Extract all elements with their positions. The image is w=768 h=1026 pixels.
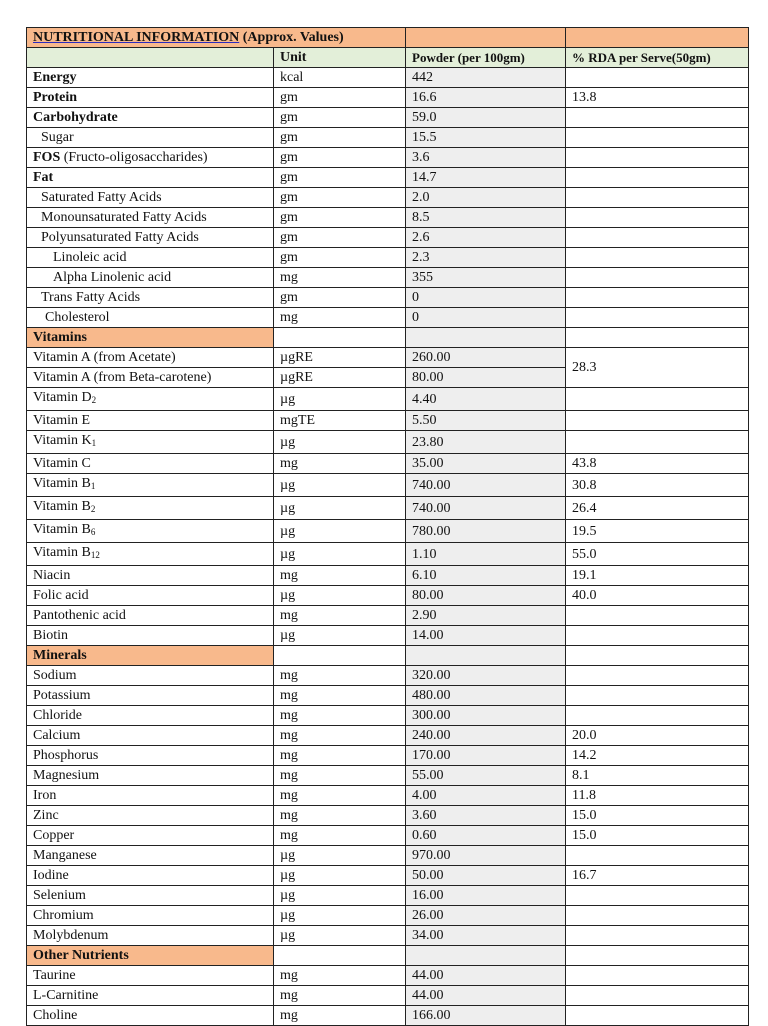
table-row [27, 68, 749, 88]
table-row [27, 108, 749, 128]
section-row-minerals [27, 646, 749, 666]
rda-cell: 13.8 [566, 88, 749, 108]
rda-cell [566, 228, 749, 248]
powder-cell [406, 646, 566, 666]
rda-cell [566, 68, 749, 88]
rda-cell [566, 168, 749, 188]
rda-cell [566, 886, 749, 906]
unit-cell: µg [274, 906, 406, 926]
header-powder: Powder (per 100gm) [406, 48, 566, 68]
unit-cell: gm [274, 88, 406, 108]
section-row-vitamins [27, 328, 749, 348]
unit-cell: mg [274, 454, 406, 474]
header-unit: Unit [274, 48, 406, 68]
rda-cell [566, 626, 749, 646]
rda-cell [566, 188, 749, 208]
unit-cell: µg [274, 866, 406, 886]
table-row [27, 866, 749, 886]
powder-cell: 55.00 [406, 766, 566, 786]
powder-cell: 14.00 [406, 626, 566, 646]
nutrient-name: Polyunsaturated Fatty Acids [27, 228, 274, 248]
table-row [27, 926, 749, 946]
unit-cell: mg [274, 268, 406, 288]
nutrient-name: Phosphorus [27, 746, 274, 766]
rda-cell [566, 308, 749, 328]
rda-cell: 15.0 [566, 826, 749, 846]
powder-cell: 442 [406, 68, 566, 88]
table-row [27, 726, 749, 746]
powder-cell: 0 [406, 308, 566, 328]
unit-cell: µg [274, 431, 406, 454]
powder-cell: 970.00 [406, 846, 566, 866]
unit-cell: mg [274, 746, 406, 766]
nutrient-name: Monounsaturated Fatty Acids [27, 208, 274, 228]
rda-cell [566, 986, 749, 1006]
section-title-vitamins: Vitamins [27, 328, 274, 348]
table-row [27, 966, 749, 986]
rda-cell [566, 288, 749, 308]
powder-cell: 5.50 [406, 411, 566, 431]
rda-cell: 30.8 [566, 474, 749, 497]
nutrient-name: Linoleic acid [27, 248, 274, 268]
title-suffix: (Approx. Values) [239, 30, 344, 45]
powder-cell: 2.0 [406, 188, 566, 208]
rda-cell: 14.2 [566, 746, 749, 766]
nutrient-name: Niacin [27, 566, 274, 586]
powder-cell: 34.00 [406, 926, 566, 946]
header-row [27, 48, 749, 68]
unit-cell: mg [274, 666, 406, 686]
rda-cell: 55.0 [566, 543, 749, 566]
rda-cell: 40.0 [566, 586, 749, 606]
unit-cell [274, 328, 406, 348]
header-rda: % RDA per Serve(50gm) [566, 48, 749, 68]
powder-cell: 170.00 [406, 746, 566, 766]
powder-cell: 44.00 [406, 986, 566, 1006]
powder-cell: 480.00 [406, 686, 566, 706]
unit-cell: mg [274, 726, 406, 746]
rda-cell: 26.4 [566, 497, 749, 520]
table-row [27, 746, 749, 766]
unit-cell: gm [274, 168, 406, 188]
powder-cell: 44.00 [406, 966, 566, 986]
table-row [27, 431, 749, 454]
powder-cell [406, 946, 566, 966]
nutrient-name: Chromium [27, 906, 274, 926]
table-row [27, 566, 749, 586]
unit-cell: mg [274, 308, 406, 328]
powder-cell: 26.00 [406, 906, 566, 926]
unit-cell: µg [274, 388, 406, 411]
nutrient-name: Biotin [27, 626, 274, 646]
table-row [27, 148, 749, 168]
nutrient-name: Manganese [27, 846, 274, 866]
nutrient-subscript: 2 [90, 504, 96, 514]
nutrient-name: Magnesium [27, 766, 274, 786]
nutrient-name: Carbohydrate [27, 108, 274, 128]
nutrient-name: Cholesterol [27, 308, 274, 328]
rda-cell [566, 646, 749, 666]
nutrient-name-text: Vitamin B [33, 499, 91, 514]
nutrient-name: Zinc [27, 806, 274, 826]
table-row [27, 1006, 749, 1026]
unit-cell: µgRE [274, 348, 406, 368]
nutrient-name: Selenium [27, 886, 274, 906]
nutrient-name: Vitamin E [27, 411, 274, 431]
unit-cell: mg [274, 826, 406, 846]
rda-cell [566, 666, 749, 686]
nutrient-subscript: 2 [91, 395, 97, 405]
powder-cell: 4.40 [406, 388, 566, 411]
unit-cell: µg [274, 520, 406, 543]
rda-cell [566, 926, 749, 946]
table-row [27, 886, 749, 906]
table-row [27, 128, 749, 148]
unit-cell: mg [274, 606, 406, 626]
rda-cell [566, 431, 749, 454]
nutrient-name: Vitamin A (from Acetate) [27, 348, 274, 368]
powder-cell: 80.00 [406, 368, 566, 388]
nutrient-subscript: 6 [90, 527, 96, 537]
powder-cell: 50.00 [406, 866, 566, 886]
nutrient-name: Pantothenic acid [27, 606, 274, 626]
unit-cell: mg [274, 986, 406, 1006]
table-row [27, 308, 749, 328]
table-row [27, 543, 749, 566]
nutrient-name [27, 543, 274, 566]
rda-cell [566, 248, 749, 268]
nutrient-name [27, 388, 274, 411]
powder-cell: 240.00 [406, 726, 566, 746]
powder-cell: 80.00 [406, 586, 566, 606]
table-row [27, 766, 749, 786]
powder-cell: 14.7 [406, 168, 566, 188]
powder-cell [406, 328, 566, 348]
unit-cell: gm [274, 208, 406, 228]
unit-cell: kcal [274, 68, 406, 88]
nutrient-name: Alpha Linolenic acid [27, 268, 274, 288]
powder-cell: 2.3 [406, 248, 566, 268]
table-row [27, 986, 749, 1006]
unit-cell: gm [274, 228, 406, 248]
powder-cell: 355 [406, 268, 566, 288]
unit-cell: mg [274, 966, 406, 986]
powder-cell: 6.10 [406, 566, 566, 586]
section-title-minerals: Minerals [27, 646, 274, 666]
rda-cell [566, 328, 749, 348]
nutrient-name: Copper [27, 826, 274, 846]
table-row [27, 454, 749, 474]
rda-cell [566, 906, 749, 926]
nutrient-name: Vitamin A (from Beta-carotene) [27, 368, 274, 388]
unit-cell [274, 946, 406, 966]
unit-cell: mg [274, 786, 406, 806]
powder-cell: 0.60 [406, 826, 566, 846]
table-row [27, 666, 749, 686]
unit-cell [274, 646, 406, 666]
powder-cell: 740.00 [406, 497, 566, 520]
rda-cell: 11.8 [566, 786, 749, 806]
nutrient-subscript: 1 [90, 481, 96, 491]
nutrient-name [27, 474, 274, 497]
powder-cell: 16.6 [406, 88, 566, 108]
rda-cell-vitamin-a: 28.3 [566, 348, 749, 388]
unit-cell: gm [274, 188, 406, 208]
table-row [27, 168, 749, 188]
table-row [27, 88, 749, 108]
table-row [27, 188, 749, 208]
unit-cell: µg [274, 886, 406, 906]
nutrient-name: Saturated Fatty Acids [27, 188, 274, 208]
nutrient-name: Fat [27, 168, 274, 188]
rda-cell: 8.1 [566, 766, 749, 786]
table-row [27, 474, 749, 497]
table-row [27, 586, 749, 606]
nutrient-name: Iron [27, 786, 274, 806]
powder-cell: 300.00 [406, 706, 566, 726]
table-row [27, 806, 749, 826]
powder-cell: 166.00 [406, 1006, 566, 1026]
rda-cell [566, 606, 749, 626]
unit-cell: gm [274, 248, 406, 268]
table-row [27, 786, 749, 806]
powder-cell: 15.5 [406, 128, 566, 148]
rda-cell [566, 411, 749, 431]
powder-cell: 35.00 [406, 454, 566, 474]
nutrient-name-rest: (Fructo-oligosaccharides) [60, 150, 208, 165]
unit-cell: gm [274, 148, 406, 168]
nutrient-name: Choline [27, 1006, 274, 1026]
title-row [27, 28, 749, 48]
table-row [27, 248, 749, 268]
nutrient-name [27, 148, 274, 168]
nutrient-name: Chloride [27, 706, 274, 726]
unit-cell: mg [274, 806, 406, 826]
table-row [27, 228, 749, 248]
unit-cell: gm [274, 108, 406, 128]
powder-cell: 3.6 [406, 148, 566, 168]
rda-cell [566, 686, 749, 706]
rda-cell [566, 388, 749, 411]
powder-cell: 8.5 [406, 208, 566, 228]
powder-cell: 780.00 [406, 520, 566, 543]
rda-cell [566, 128, 749, 148]
table-row [27, 497, 749, 520]
nutrient-name [27, 520, 274, 543]
title-main: NUTRITIONAL INFORMATION [33, 30, 240, 45]
powder-cell: 4.00 [406, 786, 566, 806]
nutrient-name: Trans Fatty Acids [27, 288, 274, 308]
unit-cell: µg [274, 543, 406, 566]
rda-cell [566, 148, 749, 168]
unit-cell: µg [274, 586, 406, 606]
rda-cell: 43.8 [566, 454, 749, 474]
table-row [27, 411, 749, 431]
table-row [27, 826, 749, 846]
rda-cell [566, 268, 749, 288]
nutrient-name-text: Vitamin K [33, 433, 92, 448]
table-title [27, 28, 406, 48]
powder-cell: 2.6 [406, 228, 566, 248]
nutrient-name-text: Vitamin B [33, 545, 91, 560]
powder-cell: 260.00 [406, 348, 566, 368]
unit-cell: µg [274, 846, 406, 866]
nutrient-name: Taurine [27, 966, 274, 986]
nutrient-name: Sodium [27, 666, 274, 686]
section-title-other: Other Nutrients [27, 946, 274, 966]
unit-cell: mg [274, 1006, 406, 1026]
title-cell-3 [406, 28, 566, 48]
table-row [27, 388, 749, 411]
unit-cell: gm [274, 288, 406, 308]
table-row [27, 846, 749, 866]
nutrient-name [27, 497, 274, 520]
nutrient-name: Molybdenum [27, 926, 274, 946]
nutrient-name: Folic acid [27, 586, 274, 606]
rda-cell [566, 1006, 749, 1026]
powder-cell: 2.90 [406, 606, 566, 626]
powder-cell: 3.60 [406, 806, 566, 826]
nutrient-name-bold: FOS [33, 150, 61, 165]
unit-cell: µg [274, 474, 406, 497]
table-row [27, 288, 749, 308]
nutrient-name: Calcium [27, 726, 274, 746]
powder-cell: 1.10 [406, 543, 566, 566]
powder-cell: 16.00 [406, 886, 566, 906]
nutrient-name: Potassium [27, 686, 274, 706]
table-row [27, 906, 749, 926]
table-row [27, 520, 749, 543]
header-nutrient [27, 48, 274, 68]
unit-cell: µgRE [274, 368, 406, 388]
unit-cell: mg [274, 566, 406, 586]
unit-cell: µg [274, 626, 406, 646]
nutrient-name-text: Vitamin D [33, 390, 92, 405]
unit-cell: µg [274, 926, 406, 946]
powder-cell: 0 [406, 288, 566, 308]
rda-cell [566, 108, 749, 128]
nutrition-table [26, 27, 749, 1026]
rda-cell [566, 208, 749, 228]
rda-cell: 16.7 [566, 866, 749, 886]
rda-cell: 15.0 [566, 806, 749, 826]
powder-cell: 320.00 [406, 666, 566, 686]
powder-cell: 23.80 [406, 431, 566, 454]
rda-cell: 19.1 [566, 566, 749, 586]
table-row [27, 268, 749, 288]
unit-cell: gm [274, 128, 406, 148]
table-row [27, 606, 749, 626]
unit-cell: mg [274, 706, 406, 726]
rda-cell [566, 946, 749, 966]
rda-cell: 20.0 [566, 726, 749, 746]
rda-cell [566, 846, 749, 866]
rda-cell [566, 706, 749, 726]
nutrient-name: Sugar [27, 128, 274, 148]
nutrient-subscript: 1 [91, 438, 97, 448]
unit-cell: mg [274, 766, 406, 786]
nutrient-name: Protein [27, 88, 274, 108]
powder-cell: 59.0 [406, 108, 566, 128]
nutrient-name: Vitamin C [27, 454, 274, 474]
nutrient-name-text: Vitamin B [33, 476, 91, 491]
section-row-other [27, 946, 749, 966]
powder-cell: 740.00 [406, 474, 566, 497]
nutrient-name [27, 431, 274, 454]
table-row [27, 626, 749, 646]
table-row [27, 348, 749, 368]
nutrient-name: Energy [27, 68, 274, 88]
table-row [27, 208, 749, 228]
table-row [27, 686, 749, 706]
rda-cell [566, 966, 749, 986]
rda-cell: 19.5 [566, 520, 749, 543]
nutrient-name: L-Carnitine [27, 986, 274, 1006]
unit-cell: µg [274, 497, 406, 520]
unit-cell: mgTE [274, 411, 406, 431]
title-cell-4 [566, 28, 749, 48]
nutrient-name: Iodine [27, 866, 274, 886]
unit-cell: mg [274, 686, 406, 706]
table-row [27, 706, 749, 726]
nutrient-subscript: 12 [90, 550, 100, 560]
nutrient-name-text: Vitamin B [33, 522, 91, 537]
